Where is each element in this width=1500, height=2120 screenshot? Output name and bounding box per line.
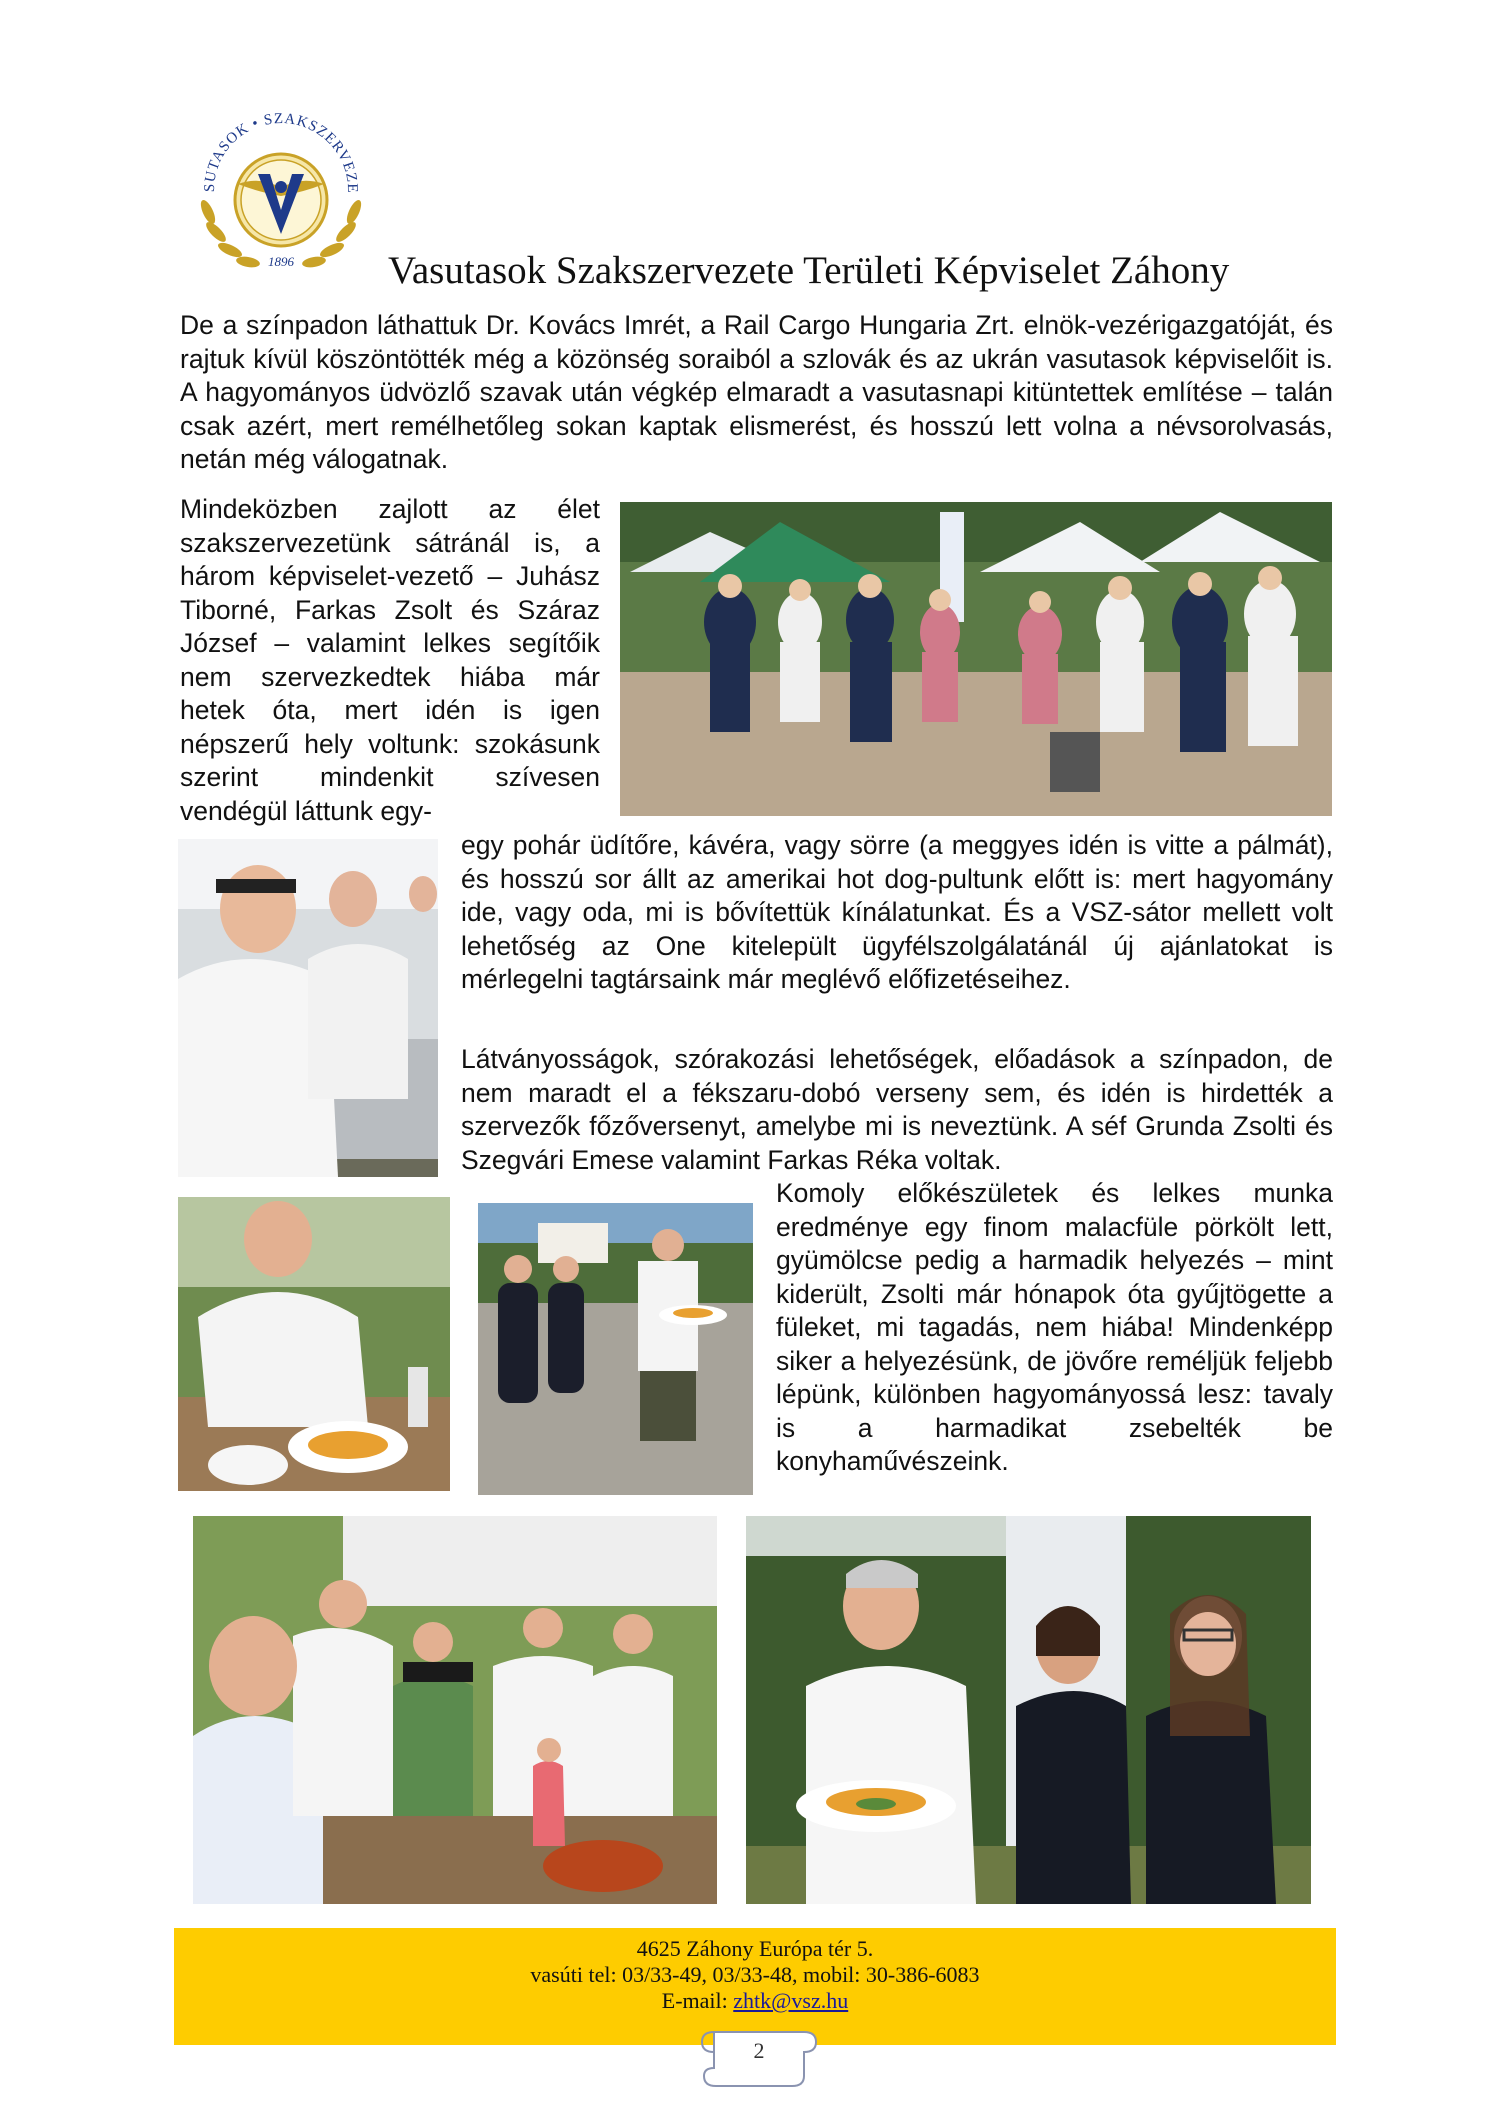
photo-serving-food <box>178 1197 450 1491</box>
union-logo <box>186 92 376 282</box>
footer-phone: vasúti tel: 03/33-49, 03/33-48, mobil: 30-386-6083 <box>530 1962 980 1987</box>
page-number <box>694 2024 824 2094</box>
photo-group-pot <box>193 1516 717 1904</box>
email-link[interactable]: zhtk@vsz.hu <box>733 1988 849 2013</box>
union-crest-icon <box>186 92 376 282</box>
svg-text:1896: 1896 <box>268 254 294 269</box>
photo-crowd-tents <box>620 502 1332 816</box>
photo-team-trio <box>746 1516 1311 1904</box>
paragraph-cooking-result: Komoly előkészületek és lelkes munka eredménye egy finom malacfüle pörkölt lett, gyümölcse pedig a harmadik helyezés – mint kiderült, Zsolti már hónapok óta gyűjtögette a füleket, mi tagadás, nem hiába! Mindenképp siker a helyezésünk, de jövőre reméljük feljebb lépünk, különben hagyományossá lesz: tavaly is a harmadikat zsebelték be konyhaművészeink. <box>776 1178 1333 1476</box>
footer-email-line <box>174 1988 1336 2014</box>
paragraph-tent-right: egy pohár üdítőre, kávéra, vagy sörre (a meggyes idén is vitte a pálmát), és hosszú sor állt az amerikai hot dog-pultunk előtt is: mert hagyomány ide, vagy oda, mi is bővítettük kínálatunkat. És a VSZ-sátor mellett volt lehetőség az One kitelepült ügyfélszolgálatánál új ajánlatokat is mérlegelni tagtársaink már meglévő előfizetéseihez. <box>461 830 1333 994</box>
svg-text:VASUTASOK • SZAKSZERVEZETE: SUTASOK • SZAKSZERVEZE <box>201 110 361 194</box>
footer-email-label: E-mail: <box>661 1988 734 2013</box>
paragraph-events: Látványosságok, szórakozási lehetőségek, előadások a színpadon, de nem maradt el a fékszaru-dobó verseny sem, és idén is hirdették a szervezők főzőversenyt, amelybe mi is neveztünk. A séf Grunda Zsolti és Szegvári Emese valamint Farkas Réka voltak. <box>461 1044 1333 1175</box>
paragraph-tent-left: Mindeközben zajlott az élet szakszervezetünk sátránál is, a három képviselet-vezető – Juhász Tiborné, Farkas Zsolt és Száraz József – valamint lelkes segítőik nem szervezkedtek hiába már hetek óta, mert idén is igen népszerű hely voltunk: szokásunk szerint mindenkit szívesen vendégül láttunk egy- <box>180 494 600 826</box>
photo-grill <box>178 839 438 1177</box>
page-number-text: 2 <box>753 2038 765 2063</box>
paragraph-intro: De a színpadon láthattuk Dr. Kovács Imrét, a Rail Cargo Hungaria Zrt. elnök-vezérigazgatóját, és rajtuk kívül köszöntötték még a közönség soraiból a szlovák és az ukrán vasutasok képviselőit is. A hagyományos üdvözlő szavak után végkép elmaradt a vasutasnapi kitüntettek említése – talán csak azért, mert remélhetőleg sokan kaptak elismerést, és hosszú lett volna a névsorolvasás, netán még válogatnak. <box>180 310 1333 474</box>
photo-walking-plate <box>478 1203 753 1495</box>
page-title: Vasutasok Szakszervezete Területi Képviselet Záhony <box>388 249 1230 292</box>
footer-address: 4625 Záhony Európa tér 5. <box>636 1936 874 1961</box>
